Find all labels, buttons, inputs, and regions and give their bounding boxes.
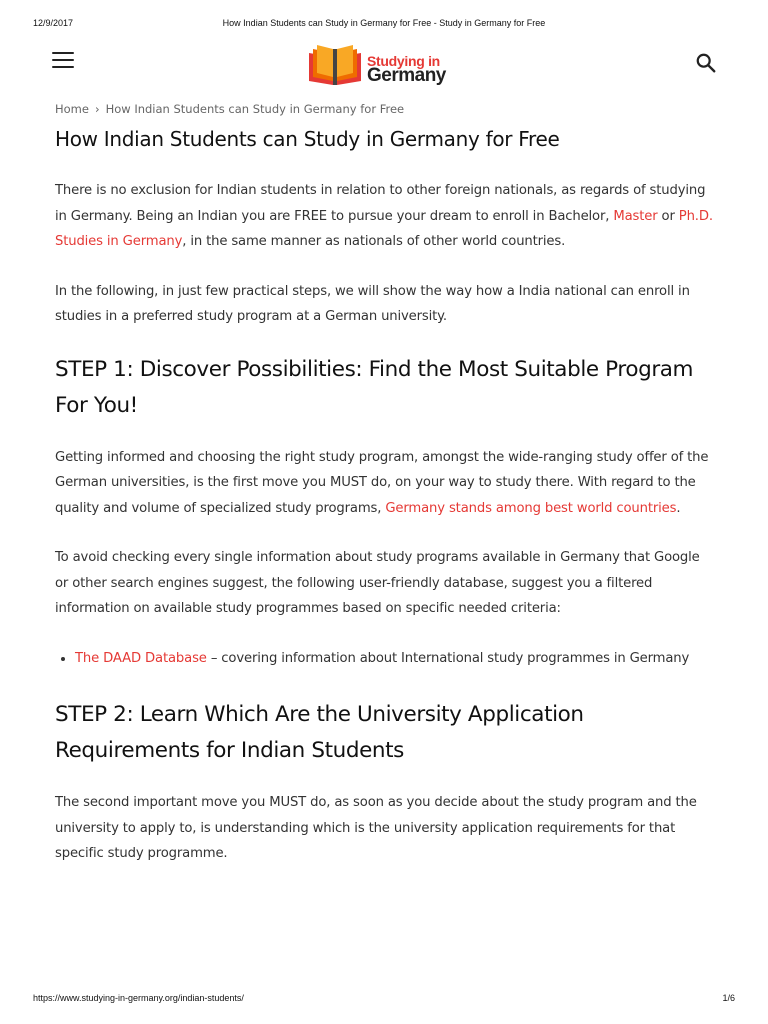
- step1-heading: STEP 1: Discover Possibilities: Find the Most Suitable Program For You!: [55, 356, 694, 418]
- site-logo[interactable]: [305, 41, 465, 91]
- search-icon[interactable]: [695, 52, 717, 74]
- book-logo-icon: [305, 41, 365, 87]
- site-header: [0, 38, 768, 96]
- breadcrumb-current: How Indian Students can Study in Germany for Free: [105, 102, 405, 116]
- hamburger-menu-icon[interactable]: [52, 52, 74, 70]
- page-title: How Indian Students can Study in Germany for Free: [55, 127, 560, 151]
- phd-studies-link[interactable]: Ph.D. Studies in Germany: [55, 208, 713, 249]
- print-page-title: How Indian Students can Study in Germany for Free - Study in Germany for Free: [222, 18, 546, 28]
- master-link[interactable]: Master: [613, 208, 658, 224]
- logo-text-germany: Germany: [367, 65, 446, 86]
- steps-intro-paragraph: In the following, in just few practical steps, we will show the way how a India national can enroll in studies in a preferred study program at a German university.: [55, 283, 690, 324]
- germany-stands-among-best-link[interactable]: Germany stands among best world countries: [385, 500, 677, 516]
- daad-database-link[interactable]: The DAAD Database: [75, 650, 207, 666]
- step1-paragraph-1: Getting informed and choosing the right study program, amongst the wide-ranging study offer of the German universities, is the first move you MUST do, on your way to study there. With regard to the quality and volume of specialized study programs, Germany stands among best world countries.: [55, 449, 709, 516]
- print-date: 12/9/2017: [33, 18, 74, 28]
- breadcrumb-separator: ›: [94, 102, 100, 116]
- article-content: [55, 100, 715, 867]
- list-item: • The DAAD Database – covering information about International study programmes in Germany: [75, 646, 715, 672]
- breadcrumb: [55, 100, 715, 118]
- step2-paragraph-1: The second important move you MUST do, as soon as you decide about the study program and the university to apply to, is understanding which is the university application requirements for that specific study programme.: [55, 795, 697, 861]
- breadcrumb-home-link[interactable]: Home: [55, 102, 89, 116]
- intro-paragraph: There is no exclusion for Indian students in relation to other foreign nationals, as regards of studying in Germany. Being an Indian you are FREE to pursue your dream to enroll in Bachelor, Master or Ph.D. Studies in Germany, in the same manner as nationals of other world countries.: [55, 183, 713, 249]
- print-url: https://www.studying-in-germany.org/indian-students/: [33, 993, 244, 1003]
- step1-paragraph-2: To avoid checking every single information about study programs available in Germany that Google or other search engines suggest, the following user-friendly database, suggest you a filtered information on available study programmes based on specific needed criteria:: [55, 550, 700, 616]
- print-page-number: 1/6: [722, 993, 735, 1003]
- database-list: [55, 646, 715, 672]
- logo-text-studying: Studying in: [367, 53, 440, 69]
- step2-heading: STEP 2: Learn Which Are the University Application Requirements for Indian Students: [55, 702, 584, 763]
